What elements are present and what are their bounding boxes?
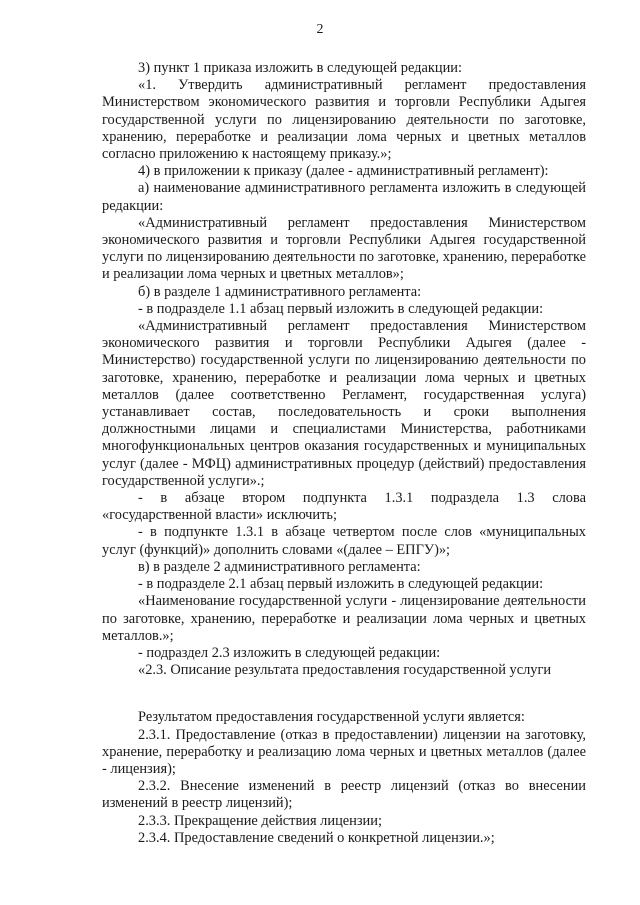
paragraph-block-bottom (102, 709, 586, 847)
paragraph: - подраздел 2.3 изложить в следующей редакции: (138, 644, 441, 661)
paragraph: Результатом предоставления государственной услуги является: (138, 709, 525, 726)
paragraph: в) в разделе 2 административного регламента: (138, 558, 421, 575)
blank-line-gap (102, 679, 586, 709)
paragraph: 3) пункт 1 приказа изложить в следующей редакции: (138, 60, 462, 76)
paragraph-block-top (102, 60, 586, 679)
paragraph: 2.3.4. Предоставление сведений о конкретной лицензии.»; (138, 829, 495, 846)
page-number: 2 (316, 22, 324, 37)
paragraph: «Административный регламент предоставления Министерством экономического развития и торговли Республики Адыгея государственной услуги по лицензированию деятельности по заготовке, хранению, переработке и реализации лома черных и цветных металлов»; (102, 214, 586, 283)
document-body (102, 60, 586, 847)
paragraph: 2.3.3. Прекращение действия лицензии; (138, 812, 382, 829)
paragraph: «Административный регламент предоставления Министерством экономического развития и торговли Республики Адыгея (далее - Министерство) государственной услуги по лицензированию деятельности по заготовке, хранению, переработке и реализации лома черных и цветных металлов (далее соответственно Регламент, государственная услуга) устанавливает состав, последовательность и сроки выполнения должностными лицами и специалистами Министерства, работниками многофункциональных центров оказания государственных и муниципальных услуг (далее - МФЦ) административных процедур (действий) предоставления государственной услуги».; (102, 318, 586, 489)
paragraph: - в подразделе 2.1 абзац первый изложить в следующей редакции: (138, 576, 544, 593)
paragraph: «Наименование государственной услуги - лицензирование деятельности по заготовке, хранению, переработке и реализации лома черных и цветных металлов.»; (102, 593, 586, 644)
paragraph: б) в разделе 1 административного регламента: (138, 283, 422, 300)
paragraph: - в подпункте 1.3.1 в абзаце четвертом после слов «муниципальных услуг (функций)» дополнить словами «(далее – ЕПГУ)»; (102, 524, 586, 558)
paragraph: «1. Утвердить административный регламент предоставления Министерством экономического развития и торговли Республики Адыгея государственной услуги по лицензированию деятельности по заготовке, хранению, переработке и реализации лома черных и цветных металлов согласно приложению к настоящему приказу.»; (102, 77, 586, 163)
paragraph: - в подразделе 1.1 абзац первый изложить в следующей редакции: (138, 300, 544, 317)
paragraph: «2.3. Описание результата предоставления государственной услуги (138, 662, 552, 679)
paragraph: 4) в приложении к приказу (далее - административный регламент): (138, 163, 549, 180)
paragraph: - в абзаце втором подпункта 1.3.1 подраздела 1.3 слова «государственной власти» исключить; (102, 490, 586, 524)
paragraph: 2.3.1. Предоставление (отказ в предоставлении) лицензии на заготовку, хранение, переработку и реализацию лома черных и цветных металлов (далее - лицензия); (102, 726, 586, 777)
paragraph: а) наименование административного регламента изложить в следующей редакции: (102, 180, 586, 214)
paragraph: 2.3.2. Внесение изменений в реестр лицензий (отказ во внесении изменений в реестр лицензий); (102, 778, 586, 812)
